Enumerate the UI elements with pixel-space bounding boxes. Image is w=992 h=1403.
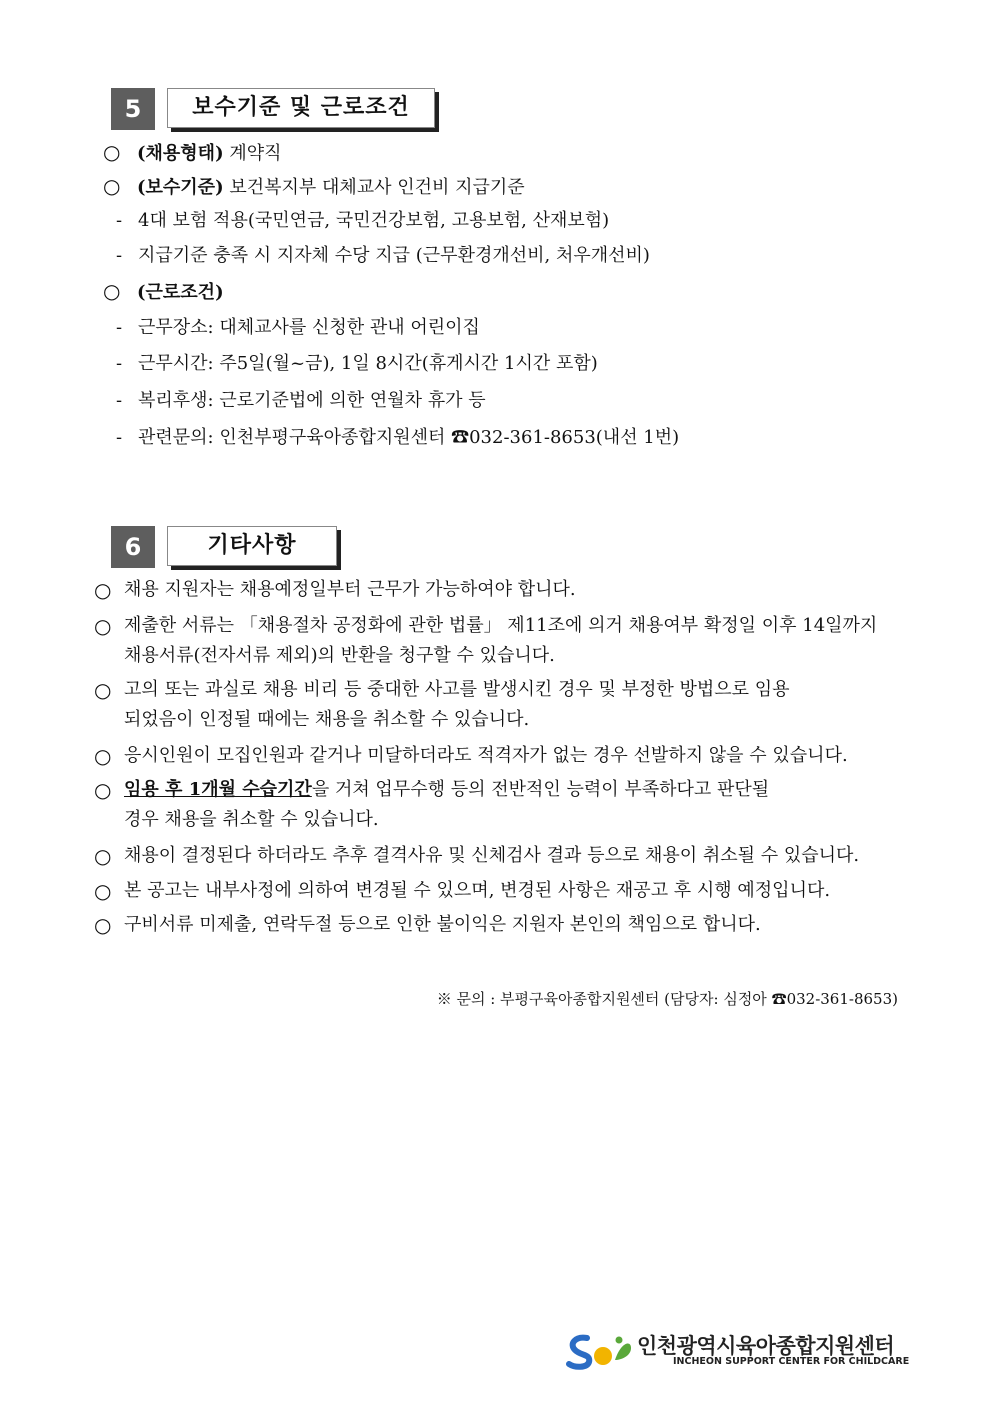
s6-item: ○ 응시인원이 모집인원과 같거나 미달하더라도 적격자가 없는 경우 선발하지 않을 수 있습니다. xyxy=(94,744,848,768)
s5-subitem: - 관련문의: 인천부평구육아종합지원센터 ☎032-361-8653(내선 1번) xyxy=(116,427,680,448)
bullet-circle: ○ xyxy=(103,279,121,303)
s6-item: ○ 임용 후 1개월 수습기간을 거쳐 업무수행 등의 전반적인 능력이 부족하다고 판단될 경우 채용을 취소할 수 있습니다. xyxy=(94,778,770,830)
section-6-title: 기타사항 xyxy=(167,526,337,566)
section-6-number: 6 xyxy=(111,526,155,568)
s6-item: ○ 고의 또는 과실로 채용 비리 등 중대한 사고를 발생시킨 경우 및 부정한 방법으로 임용 되었음이 인정될 때에는 채용을 취소할 수 있습니다. xyxy=(94,678,790,730)
bullet-circle: ○ xyxy=(94,879,112,903)
logo-mark-icon xyxy=(565,1330,635,1372)
s5-item-work-conditions: ○ (근로조건) xyxy=(103,279,224,303)
bullet-circle: ○ xyxy=(103,140,121,164)
bullet-circle: ○ xyxy=(94,913,112,937)
logo-name-ko: 인천광역시육아종합지원센터 xyxy=(637,1334,895,1358)
bullet-circle: ○ xyxy=(94,578,112,602)
s6-item: ○ 구비서류 미제출, 연락두절 등으로 인한 불이익은 지원자 본인의 책임으로 합니다. xyxy=(94,913,761,937)
bullet-circle: ○ xyxy=(103,174,121,198)
s6-item: ○ 제출한 서류는 「채용절차 공정화에 관한 법률」 제11조에 의거 채용여부 확정일 이후 14일까지 채용서류(전자서류 제외)의 반환을 청구할 수 있습니다. xyxy=(94,614,878,666)
s6-item: ○ 채용 지원자는 채용예정일부터 근무가 가능하여야 합니다. xyxy=(94,578,576,602)
bullet-circle: ○ xyxy=(94,614,112,638)
bullet-circle: ○ xyxy=(94,744,112,768)
section-5-title: 보수기준 및 근로조건 xyxy=(167,88,435,128)
bullet-circle: ○ xyxy=(94,678,112,702)
probation-emphasis: 임용 후 1개월 수습기간 xyxy=(124,779,312,800)
contact-note: ※ 문의 : 부평구육아종합지원센터 (담당자: 심정아 ☎032-361-8653) xyxy=(436,990,898,1008)
s5-item-pay-standard: ○ (보수기준) 보건복지부 대체교사 인건비 지급기준 xyxy=(103,174,525,198)
section-5-number: 5 xyxy=(111,88,155,130)
section-5-header xyxy=(111,88,441,130)
bullet-circle: ○ xyxy=(94,778,112,802)
s5-subitem: - 근무시간: 주5일(월~금), 1일 8시간(휴게시간 1시간 포함) xyxy=(116,353,598,374)
s5-item-employment-type: ○ (채용형태) 계약직 xyxy=(103,140,282,164)
s5-subitem: - 근무장소: 대체교사를 신청한 관내 어린이집 xyxy=(116,317,480,338)
bullet-circle: ○ xyxy=(94,844,112,868)
section-6-header xyxy=(111,526,341,568)
s6-item: ○ 본 공고는 내부사정에 의하여 변경될 수 있으며, 변경된 사항은 재공고 후 시행 예정입니다. xyxy=(94,879,831,903)
s5-subitem: - 복리후생: 근로기준법에 의한 연월차 휴가 등 xyxy=(116,390,486,411)
s6-item: ○ 채용이 결정된다 하더라도 추후 결격사유 및 신체검사 결과 등으로 채용이 취소될 수 있습니다. xyxy=(94,844,860,868)
s5-subitem: - 4대 보험 적용(국민연금, 국민건강보험, 고용보험, 산재보험) xyxy=(116,210,610,231)
org-logo xyxy=(565,1330,910,1372)
s5-subitem: - 지급기준 충족 시 지자체 수당 지급 (근무환경개선비, 처우개선비) xyxy=(116,245,650,266)
logo-name-en: INCHEON SUPPORT CENTER FOR CHILDCARE xyxy=(673,1356,910,1367)
